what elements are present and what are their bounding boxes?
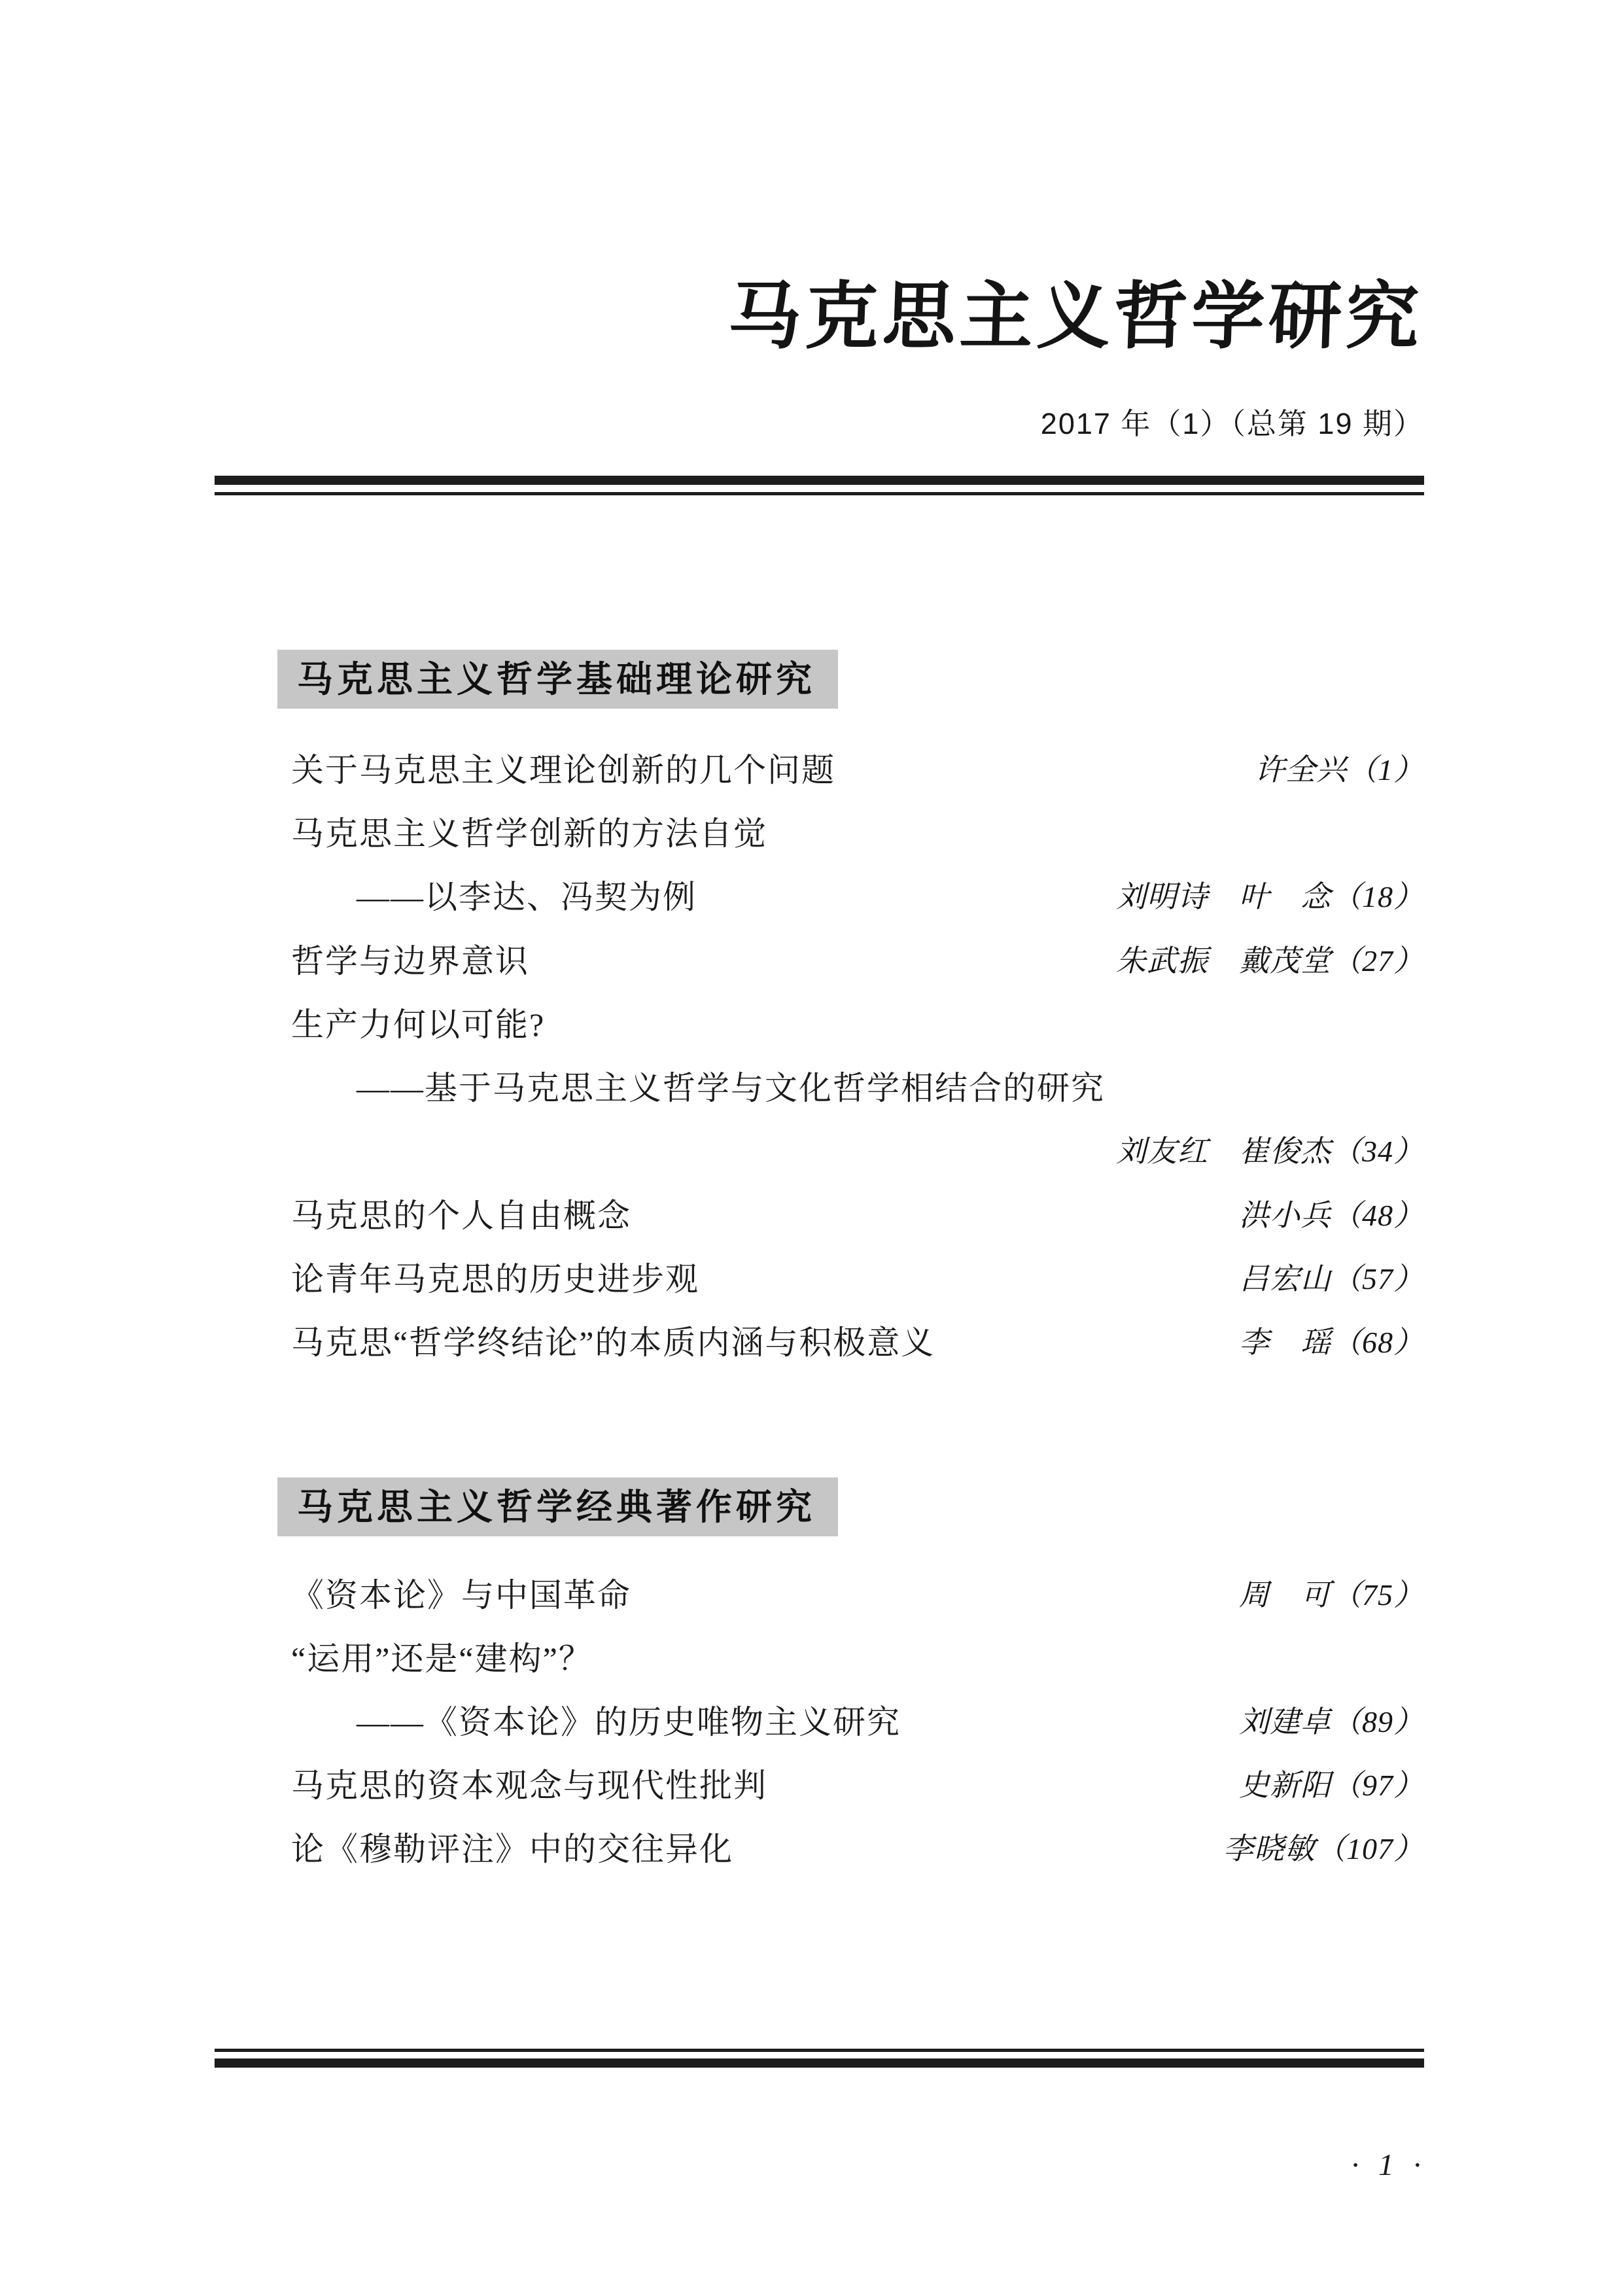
entry-authors-page: 刘明诗 叶 念（18） (1116, 880, 1424, 913)
entry-authors-page: 史新阳（97） (1239, 1769, 1424, 1802)
entry-title: 生产力何以可能? (291, 1006, 546, 1043)
entry-title: 哲学与边界意识 (291, 943, 529, 980)
rule-thin (215, 2049, 1424, 2052)
page-number: · 1 · (1351, 2148, 1427, 2182)
entry-title: ——《资本论》的历史唯物主义研究 (357, 1704, 901, 1740)
entry-title: 马克思主义哲学创新的方法自觉 (291, 815, 767, 852)
entry-title: 关于马克思主义理论创新的几个问题 (291, 752, 835, 788)
entry-title: ——基于马克思主义哲学与文化哲学相结合的研究 (357, 1070, 1105, 1106)
entry-authors-page: 吕宏山（57） (1239, 1262, 1424, 1296)
entry-title: 马克思的资本观念与现代性批判 (291, 1767, 767, 1804)
entry-authors-page: 许全兴（1） (1255, 753, 1424, 786)
double-rule-bottom (215, 2049, 1424, 2068)
toc-entry-subtitle (291, 1702, 1424, 1742)
entry-title: “运用”还是“建构”？ (291, 1640, 593, 1677)
toc-entry (291, 1829, 1424, 1869)
section-header-basic-theory: 马克思主义哲学基础理论研究 (277, 650, 838, 709)
toc-entry-subtitle (291, 1068, 1424, 1108)
entry-authors-page: 李晓敏（107） (1223, 1832, 1424, 1865)
double-rule-top (215, 476, 1424, 495)
entry-title: ——以李达、冯契为例 (357, 879, 697, 915)
entry-authors-page: 刘友红 崔俊杰（34） (1116, 1135, 1424, 1168)
section-header-classic-works: 马克思主义哲学经典著作研究 (277, 1477, 838, 1536)
toc-entry (291, 941, 1424, 981)
rule-thin (215, 492, 1424, 495)
toc-entry (291, 1575, 1424, 1616)
entry-authors-page: 李 瑶（68） (1239, 1326, 1424, 1359)
toc-entry (291, 1004, 1424, 1045)
toc-entry-authors-line (291, 1131, 1424, 1172)
toc-entry (291, 1322, 1424, 1363)
journal-title: 马克思主义哲学研究 (726, 277, 1425, 358)
rule-thick (215, 2058, 1424, 2068)
toc-entry (291, 750, 1424, 790)
toc-entry (291, 1195, 1424, 1236)
entry-authors-page: 周 可（75） (1239, 1578, 1424, 1612)
entry-title: 马克思的个人自由概念 (291, 1197, 631, 1234)
entry-title: 《资本论》与中国革命 (291, 1577, 631, 1614)
entry-authors-page: 洪小兵（48） (1239, 1199, 1424, 1232)
entry-title: 论青年马克思的历史进步观 (291, 1261, 699, 1298)
entry-title: 马克思“哲学终结论”的本质内涵与积极意义 (291, 1324, 935, 1361)
toc-entry (291, 813, 1424, 854)
issue-line: 2017 年（1）（总第 19 期） (1040, 407, 1424, 440)
entry-title: 论《穆勒评注》中的交往异化 (291, 1831, 733, 1867)
entry-authors-page: 朱武振 戴茂堂（27） (1116, 944, 1424, 978)
toc-entry (291, 1765, 1424, 1806)
toc-entry-subtitle (291, 877, 1424, 917)
rule-thick (215, 476, 1424, 485)
toc-entry (291, 1638, 1424, 1679)
toc-entry (291, 1259, 1424, 1299)
entry-authors-page: 刘建卓（89） (1239, 1705, 1424, 1739)
